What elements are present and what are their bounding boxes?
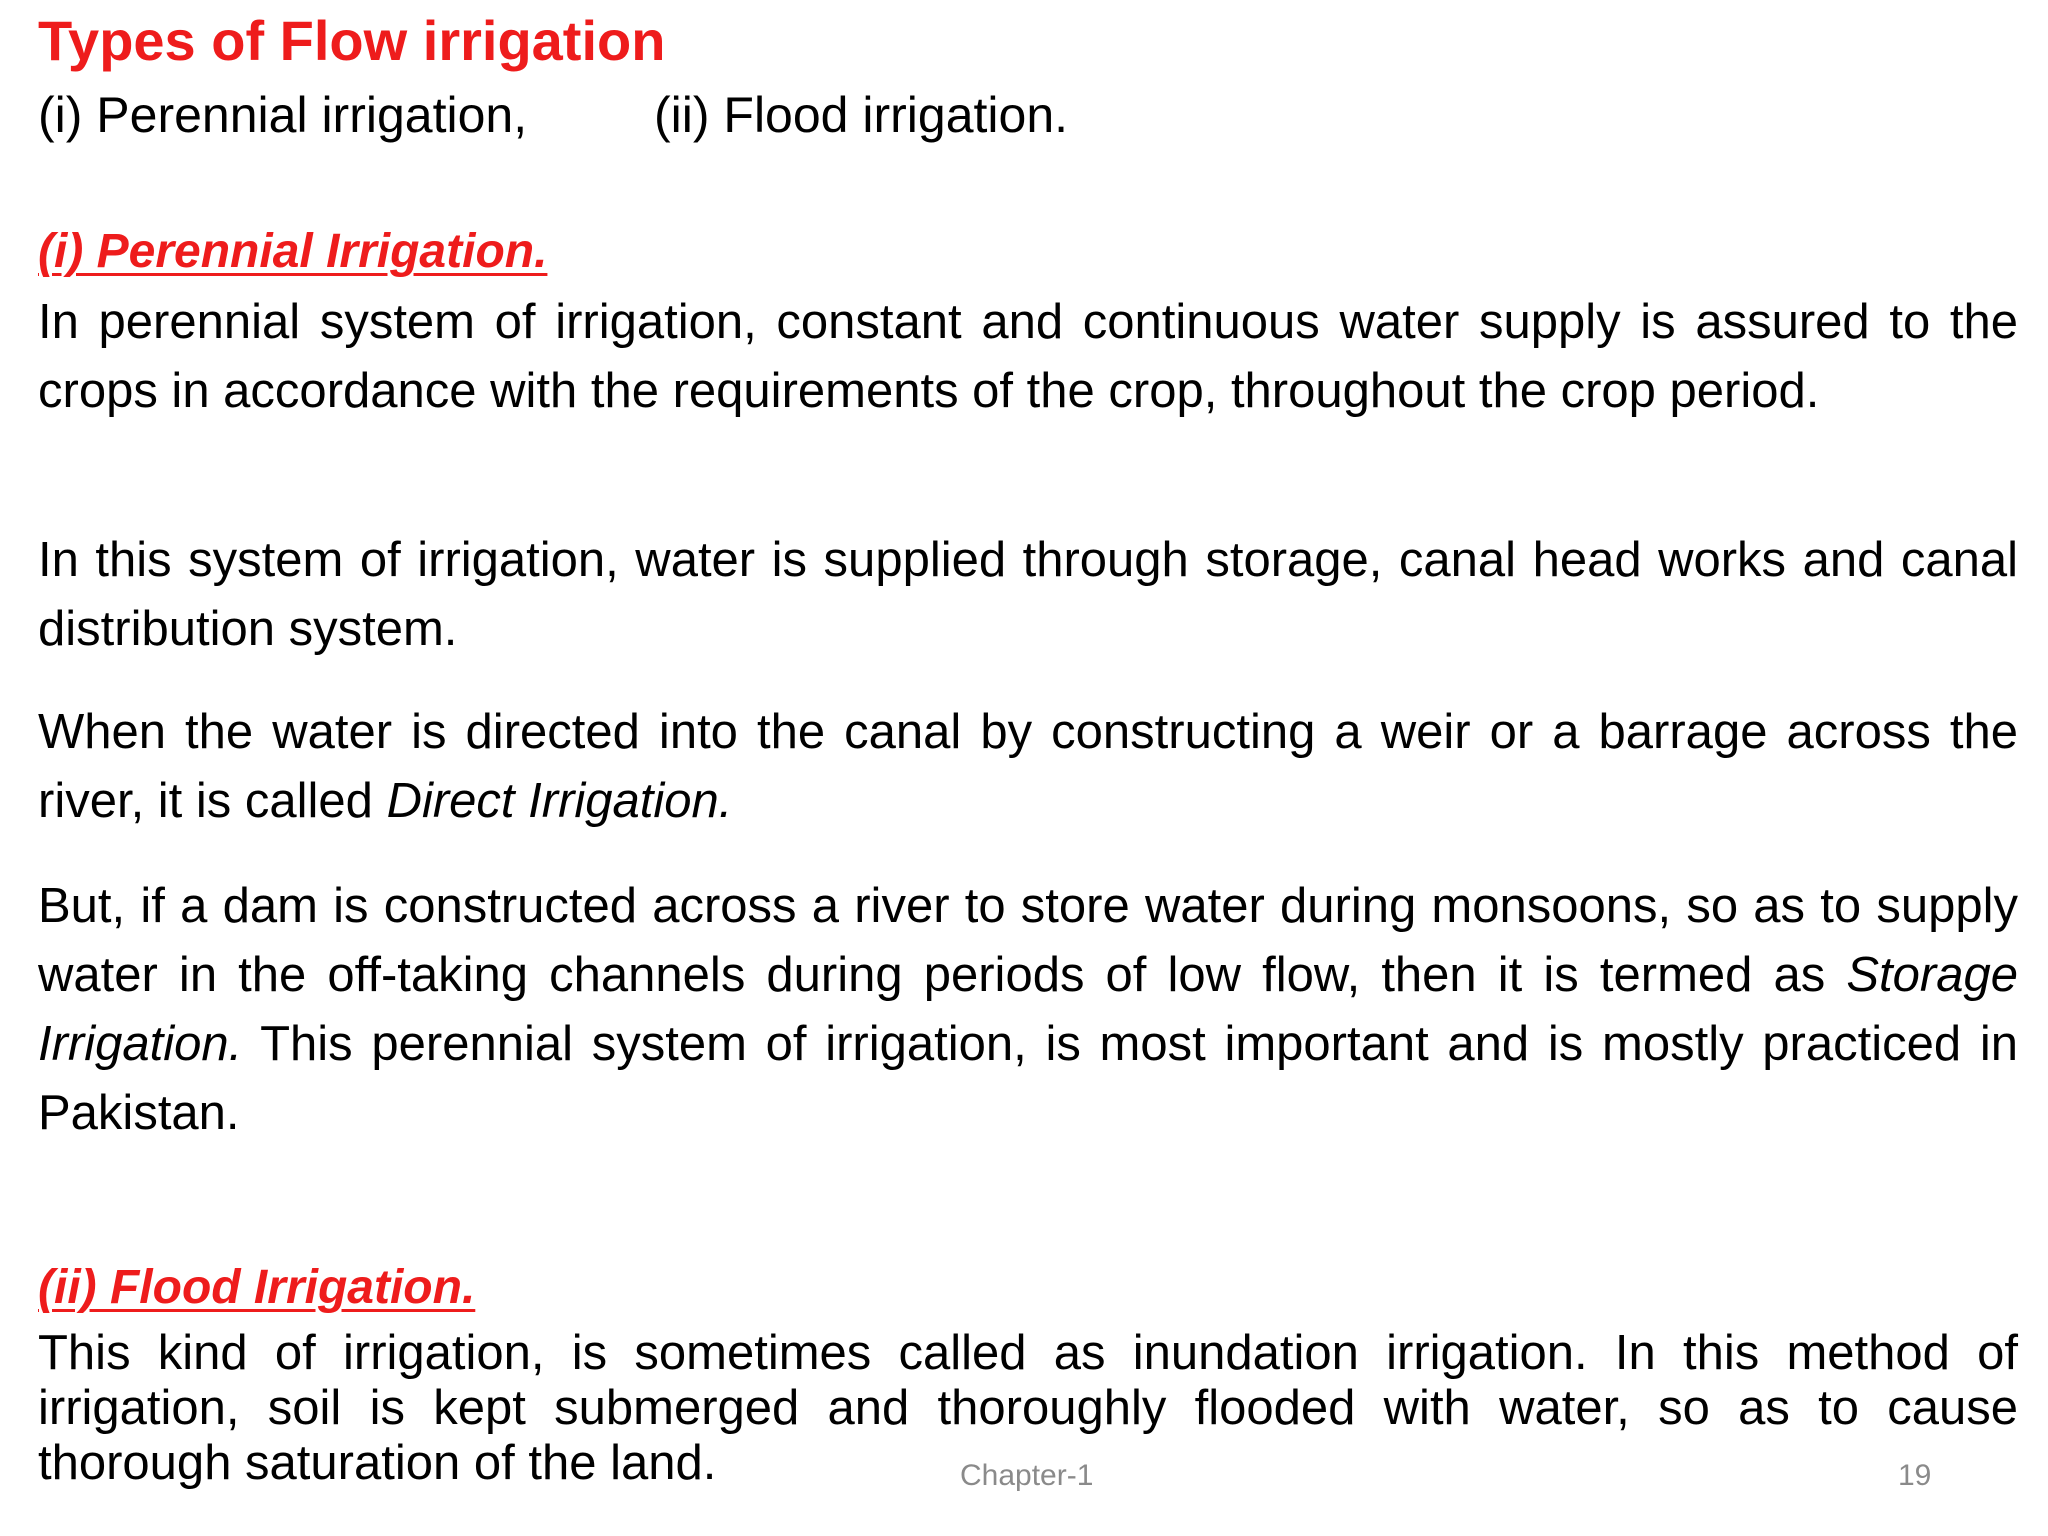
type-perennial: (i) Perennial irrigation, — [38, 87, 528, 143]
perennial-heading: (i) Perennial Irrigation. — [38, 225, 548, 278]
perennial-paragraph-2: In this system of irrigation, water is supplied through storage, canal head works and canal distribution system. — [38, 533, 2018, 656]
flood-paragraph-1: This kind of irrigation, is sometimes called as inundation irrigation. In this method of irrigation, soil is kept submerged and thoroughly flooded with water, so as to cause thorough saturation of the land. — [38, 1326, 2018, 1490]
types-list — [38, 80, 1069, 150]
storage-irrigation-text: But, if a dam is constructed across a river to store water during monsoons, so as to supply water in the off-taking channels during periods of low flow, then it is termed as — [38, 879, 2018, 1002]
type-flood: (ii) Flood irrigation. — [654, 87, 1069, 143]
flood-heading: (ii) Flood Irrigation. — [38, 1261, 476, 1314]
storage-irrigation-term: Storage Irrigation. — [38, 948, 2018, 1071]
storage-irrigation-after: This perennial system of irrigation, is most important and is mostly practiced in Pakistan. — [38, 1017, 2018, 1140]
perennial-paragraph-1: In perennial system of irrigation, constant and continuous water supply is assured to the crops in accordance with the requirements of the crop, throughout the crop period. — [38, 295, 2018, 418]
footer-page-number: 19 — [1898, 1459, 1932, 1492]
perennial-paragraph-3 — [38, 698, 2018, 836]
perennial-paragraph-4 — [38, 872, 2018, 1148]
direct-irrigation-text: When the water is directed into the canal by constructing a weir or a barrage across the river, it is called — [38, 705, 2018, 828]
slide-title: Types of Flow irrigation — [38, 9, 666, 72]
footer-chapter: Chapter-1 — [960, 1459, 1094, 1492]
direct-irrigation-term: Direct Irrigation. — [386, 774, 733, 828]
